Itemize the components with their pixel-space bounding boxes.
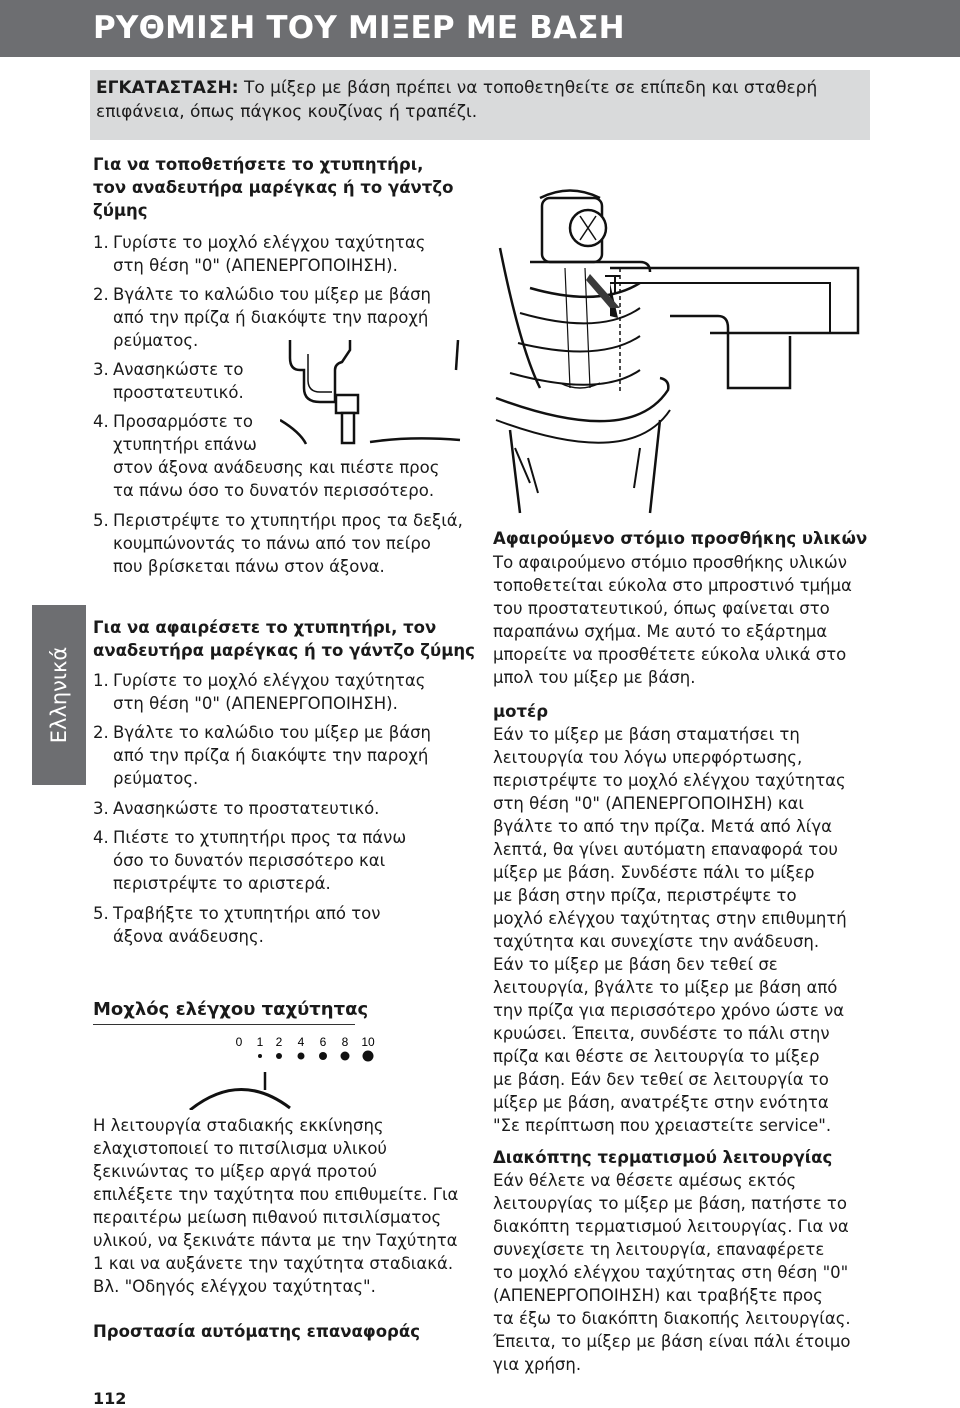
speed-label-4: 4 — [297, 1035, 305, 1049]
speed-dot-2 — [276, 1053, 282, 1059]
speed-label-0: 0 — [235, 1035, 243, 1049]
speed-lever-knob — [190, 1089, 290, 1110]
pouring-shield-heading: Αφαιρούμενο στόμιο προσθήκης υλικών — [493, 529, 868, 548]
remove-step-1: 1. Γυρίστε το μοχλό ελέγχου ταχύτητας στη θέση "0" (ΑΠΕΝΕΡΓΟΠΟΙΗΣΗ). — [93, 671, 426, 713]
speed-dot-6 — [319, 1052, 327, 1060]
stop-switch-paragraph: Εάν θέλετε να θέσετε αμέσως εκτός λειτουργίας το μίξερ με βάση, πατήστε το διακόπτη τερματισμού λειτουργίας. Για να συνεχίσετε τη λειτουργία, επαναφέρετε το μοχλό ελέγχου ταχύτητας στη θέση "0" (ΑΠΕΝΕΡΓΟΠΟΙΗΣΗ) και τραβήξτε προς τα έξω το διακόπτη διακοπής λειτουργίας. Έπειτα, το μίξερ με βάση είναι πάλι έτοιμο για χρήση. — [493, 1171, 851, 1374]
motor-heading: μοτέρ — [493, 702, 549, 721]
remove-beater-heading: Για να αφαιρέσετε το χτυπητήρι, τον αναδευτήρα μαρέγκας ή το γάντζο ζύμης — [93, 618, 475, 660]
page-number: 112 — [93, 1389, 127, 1408]
language-tab — [32, 605, 86, 785]
pouring-shield-paragraph: Το αφαιρούμενο στόμιο προσθήκης υλικών τοποθετείται εύκολα στο μπροστινό τμήμα του προστατευτικού, όπως φαίνεται στο παραπάνω σχήμα. Με αυτό το εξάρτημα μπορείτε να προσθέτετε εύκολα υλικά στο μπολ του μίξερ με βάση. — [493, 553, 852, 687]
installation-text-line2: επιφάνεια, όπως πάγκος κουζίνας ή τραπέζι. — [96, 102, 478, 122]
attach-beater-heading: Για να τοποθετήσετε το χτυπητήρι, τον αναδευτήρα μαρέγκας ή το γάντζο ζύμης — [93, 155, 454, 220]
speed-label-6: 6 — [319, 1035, 327, 1049]
installation-text-line1: Το μίξερ με βάση πρέπει να τοποθετηθείτε σε επίπεδη και σταθερή — [238, 78, 818, 98]
speed-label-2: 2 — [275, 1035, 283, 1049]
attach-step-5: 5. Περιστρέψτε το χτυπητήρι προς τα δεξιά, κουμπώνοντάς το πάνω από τον πείρο που βρίσκεται πάνω στον άξονα. — [93, 511, 463, 576]
beater-shaft-illustration — [280, 340, 470, 450]
remove-step-3: 3. Ανασηκώστε το προστατευτικό. — [93, 799, 380, 818]
attach-step-4: 4. Προσαρμόστε το χτυπητήρι επάνω στον άξονα ανάδευσης και πιέστε προς τα πάνω όσο το δυνατόν περισσότερο. — [93, 412, 440, 500]
speed-label-1: 1 — [256, 1035, 264, 1049]
speed-dot-1 — [258, 1054, 262, 1058]
stop-switch-heading: Διακόπτης τερματισμού λειτουργίας — [493, 1148, 833, 1167]
installation-label: ΕΓΚΑΤΑΣΤΑΣΗ: — [96, 78, 239, 98]
speed-dial-illustration — [180, 1030, 400, 1110]
installation-note — [90, 70, 870, 140]
speed-dot-10 — [363, 1051, 374, 1062]
speed-heading-rule — [93, 1024, 355, 1025]
attach-step-2: 2. Βγάλτε το καλώδιο του μίξερ με βάση από την πρίζα ή διακόψτε την παροχή ρεύματος. — [93, 285, 432, 350]
auto-reset-heading: Προστασία αυτόματης επαναφοράς — [93, 1322, 420, 1341]
speed-control-heading: Μοχλός ελέγχου ταχύτητας — [93, 999, 369, 1020]
speed-dot-4 — [298, 1053, 305, 1060]
remove-step-4: 4. Πιέστε το χτυπητήρι προς τα πάνω όσο το δυνατόν περισσότερο και περιστρέψτε το αριστερά. — [93, 828, 407, 893]
attach-step-1: 1. Γυρίστε το μοχλό ελέγχου ταχύτητας στη θέση "0" (ΑΠΕΝΕΡΓΟΠΟΙΗΣΗ). — [93, 233, 426, 275]
remove-step-5: 5. Τραβήξτε το χτυπητήρι από τον άξονα ανάδευσης. — [93, 904, 381, 946]
page-title: ΡΥΘΜΙΣΗ ΤΟΥ ΜΙΞΕΡ ΜΕ ΒΑΣΗ — [93, 10, 625, 46]
speed-label-10: 10 — [361, 1035, 375, 1049]
title-bar — [0, 0, 960, 57]
speed-dot-8 — [341, 1052, 350, 1061]
speed-label-8: 8 — [341, 1035, 349, 1049]
motor-paragraph: Εάν το μίξερ με βάση σταματήσει τη λειτουργία του λόγω υπερφόρτωσης, περιστρέψτε το μοχλό ελέγχου ταχύτητας στη θέση "0" (ΑΠΕΝΕΡΓΟΠΟΙΗΣΗ) και βγάλτε το από την πρίζα. Μετά από λίγα λεπτά, θα γίνει αυτόματη επαναφορά του μίξερ με βάση. Συνδέστε πάλι το μίξερ με βάση στην πρίζα, περιστρέψτε το μοχλό ελέγχου ταχύτητας στην επιθυμητή ταχύτητα και συνεχίστε την ανάδευση. Εάν το μίξερ με βάση δεν τεθεί σε λειτουργία, βγάλτε το μίξερ με βάση από την πρίζα για περισσότερο χρόνο ώστε να κρυώσει. Έπειτα, συνδέστε το πάλι στην πρίζα και θέστε σε λειτουργία το μίξερ με βάση. Εάν δεν τεθεί σε λειτουργία το μίξερ με βάση, ανατρέξτε στην ενότητα "Σε περίπτωση που χρειαστείτε service". — [493, 725, 847, 1135]
remove-step-2: 2. Βγάλτε το καλώδιο του μίξερ με βάση από την πρίζα ή διακόψτε την παροχή ρεύματος. — [93, 723, 432, 788]
pouring-shield-illustration — [490, 158, 870, 518]
soft-start-paragraph: Η λειτουργία σταδιακής εκκίνησης ελαχιστοποιεί το πιτσίλισμα υλικού ξεκινώντας το μίξερ αργά προτού επιλέξετε την ταχύτητα που επιθυμείτε. Για περαιτέρω μείωση πιθανού πιτσιλίσματος υλικού, να ξεκινάτε πάντα με την Ταχύτητα 1 και να αυξάνετε την ταχύτητα σταδιακά. Βλ. "Οδηγός ελέγχου ταχύτητας". — [93, 1116, 459, 1296]
attach-step-3: 3. Ανασηκώστε το προστατευτικό. — [93, 360, 244, 402]
language-label: Ελληνικά — [47, 646, 71, 744]
